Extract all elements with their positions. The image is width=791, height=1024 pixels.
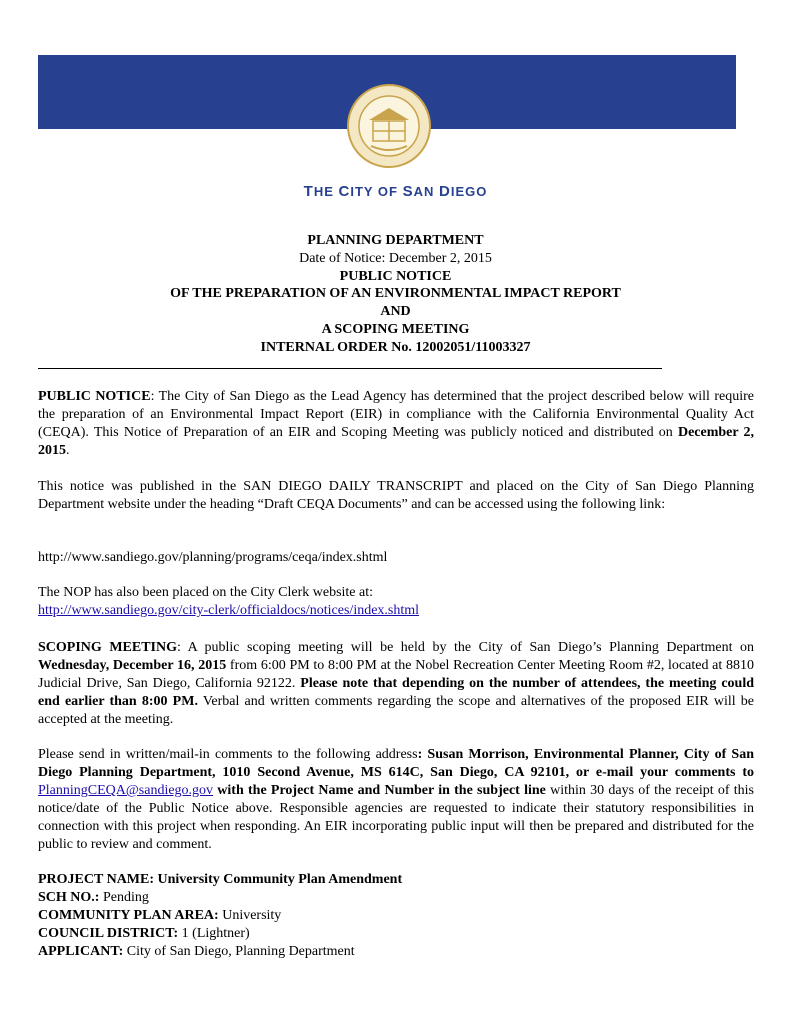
city-name-wordmark: THE CITY OF SAN DIEGO (303, 183, 488, 200)
notice-heading (0, 232, 791, 357)
sch-number: Pending (99, 890, 149, 905)
heading-line-1: PUBLIC NOTICE (339, 268, 452, 284)
planning-link-paragraph (38, 549, 754, 567)
nop-paragraph: The NOP has also been placed on the City Clerk website at: http://www.sandiego.gov/city-clerk/officialdocs/notices/index.shtml (38, 585, 420, 618)
city-clerk-link[interactable]: http://www.sandiego.gov/city-clerk/officialdocs/notices/index.shtml (38, 603, 420, 618)
city-seal-logo (347, 84, 431, 168)
community-plan-area: University (218, 908, 282, 923)
divider (38, 368, 662, 369)
published-paragraph: This notice was published in the SAN DIEGO DAILY TRANSCRIPT and placed on the City of San Diego Planning Department website under the heading “Draft CEQA Documents” and can be accessed using the following link: (38, 479, 754, 512)
email-link[interactable]: PlanningCEQA@sandiego.gov (38, 783, 214, 798)
scoping-meeting-paragraph: SCOPING MEETING: A public scoping meeting will be held by the City of San Diego’s Planning Department on Wednesday, December 16, 2015 from 6:00 PM to 8:00 PM at the Nobel Recreation Center Meeting Room #2, located at 8810 Judicial Drive, San Diego, California 92122. Please note that depending on the number of attendees, the meeting could end earlier than 8:00 PM. Verbal and written comments regarding the scope and alternatives of the proposed EIR will be accepted at the meeting. (38, 640, 754, 727)
heading-line-2: OF THE PREPARATION OF AN ENVIRONMENTAL IMPACT REPORT (170, 286, 621, 302)
public-notice-paragraph: PUBLIC NOTICE: The City of San Diego as the Lead Agency has determined that the project described below will require the preparation of an Environmental Impact Report (EIR) in compliance with the California Environmental Quality Act (CEQA). This Notice of Preparation of an EIR and Scoping Meeting was publicly noticed and distributed on December 2, 2015. (38, 389, 755, 458)
project-details: PROJECT NAME: University Community Plan Amendment SCH NO.: Pending COMMUNITY PLAN AREA: University COUNCIL DISTRICT: 1 (Lightner) APPLICANT: City of San Diego, Planning Department (38, 872, 403, 959)
council-district: 1 (Lightner) (178, 926, 250, 941)
comments-paragraph: Please send in written/mail-in comments to the following address: Susan Morrison, Environmental Planner, City of San Diego Planning Department, 1010 Second Avenue, MS 614C, San Diego, CA 92101, or e-mail your comments to PlanningCEQA@sandiego.gov with the Project Name and Number in the subject line within 30 days of the receipt of this notice/date of the Public Notice above. Responsible agencies are requested to indicate their statutory responsibilities in connection with this project when responding. An EIR incorporating public input will then be prepared and distributed for the public to review and comment. (38, 747, 755, 852)
applicant: City of San Diego, Planning Department (123, 944, 355, 959)
planning-ceqa-link-text: http://www.sandiego.gov/planning/programs/ceqa/index.shtml (38, 550, 388, 565)
project-name: PROJECT NAME: University Community Plan Amendment (38, 872, 403, 887)
heading-line-4: A SCOPING MEETING (321, 321, 470, 337)
date-of-notice: Date of Notice: December 2, 2015 (299, 250, 492, 266)
heading-line-3: AND (380, 304, 411, 320)
internal-order-number: INTERNAL ORDER No. 12002051/11003327 (260, 339, 531, 355)
department-title: PLANNING DEPARTMENT (307, 233, 484, 248)
